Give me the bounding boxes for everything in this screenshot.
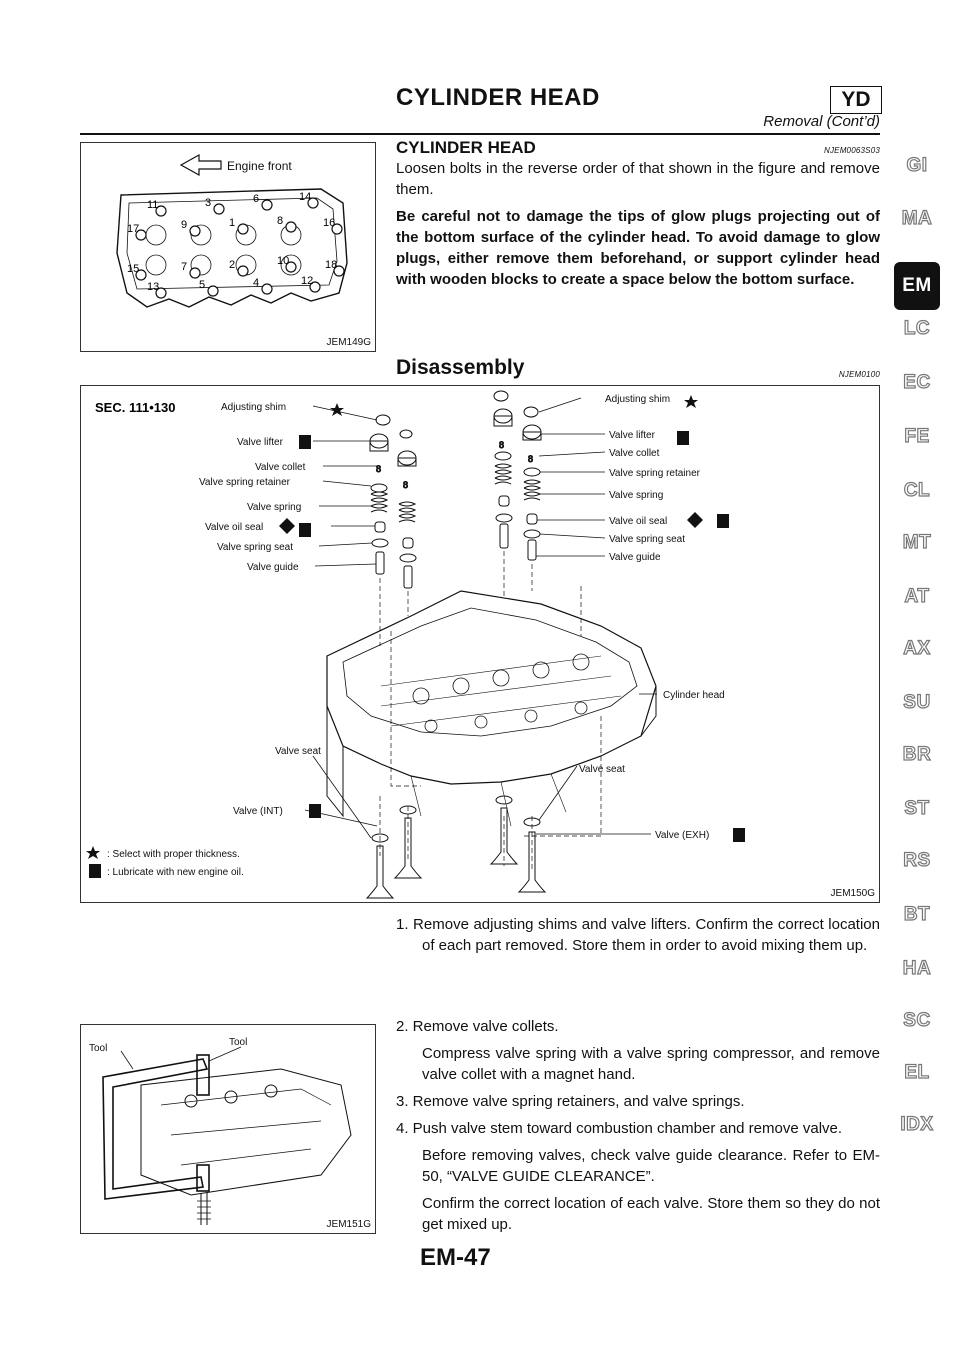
side-tab-em[interactable]: EM	[894, 262, 940, 310]
bolt-number: 15	[127, 263, 140, 275]
label-valve-oil-seal-right: Valve oil seal	[609, 516, 668, 527]
seal-diamond-icon	[279, 518, 295, 534]
bolt-number: 7	[181, 261, 188, 273]
oil-can-icon	[309, 804, 321, 818]
bolt-number: 12	[301, 275, 314, 287]
label-valve-collet-right: Valve collet	[609, 448, 660, 459]
label-cylinder-head: Cylinder head	[663, 690, 725, 701]
bolt-number: 5	[199, 279, 206, 291]
bolt-number: 14	[299, 191, 312, 203]
bolt-number: 1	[229, 217, 236, 229]
bolt-number: 9	[181, 219, 188, 231]
oil-can-icon	[89, 864, 101, 878]
side-tab-rs[interactable]: RS	[903, 850, 931, 871]
bolt-marker	[190, 268, 200, 278]
label-valve-lifter-left: Valve lifter	[237, 437, 283, 448]
bolt-number: 18	[325, 259, 338, 271]
model-badge: YD	[830, 86, 882, 114]
step-4-detail-2: Confirm the correct location of each valve. Store them so they do not get mixed up.	[422, 1195, 880, 1233]
side-tab-ma[interactable]: MA	[901, 208, 933, 229]
bolt-number: 10	[277, 255, 290, 267]
figure-caption: JEM149G	[326, 337, 371, 348]
side-tab-lc[interactable]: LC	[903, 318, 931, 339]
label-adjusting-shim-right: Adjusting shim	[605, 394, 671, 405]
side-tab-st[interactable]: ST	[904, 798, 930, 819]
svg-text:8: 8	[403, 480, 409, 490]
side-tab-su[interactable]: SU	[903, 692, 931, 713]
step-4-text: 4. Push valve stem toward combustion chamber and remove valve.	[396, 1120, 843, 1137]
engine-front-label: Engine front	[227, 159, 292, 173]
side-tab-el[interactable]: EL	[904, 1062, 930, 1083]
figure-bolt-order	[80, 142, 376, 352]
side-tab-ha[interactable]: HA	[902, 958, 932, 979]
side-tab-ec[interactable]: EC	[903, 372, 931, 393]
side-tab-fe[interactable]: FE	[904, 426, 930, 447]
side-tab-idx[interactable]: IDX	[900, 1114, 934, 1135]
label-valve-spring-seat-left: Valve spring seat	[217, 542, 293, 553]
tool-label-2: Tool	[89, 1043, 108, 1054]
caution-text: Be careful not to damage the tips of glow plugs projecting out of the bottom surface of the cylinder head. To avoid damage to glow plugs, either remove them beforehand, or support cylinder head with wooden blocks to create a space below the bottom surface.	[396, 208, 880, 288]
section-title: Disassembly	[396, 356, 525, 379]
label-valve-collet-left: Valve collet	[255, 462, 306, 473]
bolt-marker	[262, 284, 272, 294]
bolt-number: 2	[229, 259, 236, 271]
legend-oil-text: : Lubricate with new engine oil.	[107, 867, 244, 878]
bolt-marker	[238, 224, 248, 234]
legend-star-text: : Select with proper thickness.	[107, 849, 240, 860]
svg-text:8: 8	[499, 440, 505, 450]
bolt-number: 16	[323, 217, 336, 229]
page-number: EM-47	[420, 1244, 491, 1271]
side-tab-br[interactable]: BR	[902, 744, 932, 765]
tool-label-1: Tool	[229, 1037, 248, 1048]
star-icon	[330, 403, 344, 416]
steps-2-4	[396, 1016, 880, 1235]
label-valve-guide-right: Valve guide	[609, 552, 661, 563]
bolt-marker	[238, 266, 248, 276]
label-valve-seat-right: Valve seat	[579, 764, 625, 775]
label-valve-lifter-right: Valve lifter	[609, 430, 655, 441]
side-tab-mt[interactable]: MT	[902, 532, 932, 553]
step-text: 1. Remove adjusting shims and valve lifters. Confirm the correct location of each part removed. Store them in order to avoid mixing them up.	[396, 916, 880, 954]
label-valve-spring-right: Valve spring	[609, 490, 664, 501]
section-ref: NJEM0100	[838, 370, 880, 379]
page-header-title: CYLINDER HEAD	[396, 84, 600, 111]
exploded-view-diagram	[81, 386, 879, 902]
label-valve-guide-left: Valve guide	[247, 562, 299, 573]
side-tab-sc[interactable]: SC	[903, 1010, 931, 1031]
oil-can-icon	[733, 828, 745, 842]
side-tab-bt[interactable]: BT	[903, 904, 931, 925]
sec-number: SEC. 111•130	[95, 400, 176, 415]
label-valve-int: Valve (INT)	[233, 806, 283, 817]
label-valve-spring-seat-right: Valve spring seat	[609, 534, 685, 545]
oil-can-icon	[677, 431, 689, 445]
oil-can-icon	[717, 514, 729, 528]
section-ref: NJEM0063S03	[823, 146, 880, 155]
section-text: Loosen bolts in the reverse order of that shown in the figure and remove them.	[396, 160, 880, 198]
side-tab-gi[interactable]: GI	[906, 155, 928, 176]
bolt-marker	[208, 286, 218, 296]
figure-caption: JEM151G	[326, 1219, 371, 1230]
bolt-number: 6	[253, 193, 260, 205]
bolt-number: 8	[277, 215, 284, 227]
section-title: CYLINDER HEAD	[396, 138, 536, 157]
side-tab-cl[interactable]: CL	[903, 480, 931, 501]
bolt-number: 11	[147, 199, 159, 211]
label-valve-spring-retainer-left: Valve spring retainer	[199, 477, 290, 488]
bolt-marker	[190, 226, 200, 236]
spring-compressor-diagram	[81, 1025, 375, 1233]
bolt-number: 4	[253, 277, 260, 289]
bolt-marker	[214, 204, 224, 214]
label-valve-spring-left: Valve spring	[247, 502, 302, 513]
label-valve-seat-left: Valve seat	[275, 746, 321, 757]
step-2-detail: Compress valve spring with a valve spring compressor, and remove valve collet with a magnet hand.	[422, 1045, 880, 1083]
step-4-detail-1: Before removing valves, check valve guide clearance. Refer to EM-50, “VALVE GUIDE CLEARANCE”.	[422, 1147, 880, 1185]
label-valve-oil-seal-left: Valve oil seal	[205, 522, 264, 533]
svg-text:8: 8	[528, 454, 534, 464]
step-2-text: 2. Remove valve collets.	[396, 1018, 559, 1035]
step-3-text: 3. Remove valve spring retainers, and valve springs.	[396, 1093, 745, 1110]
seal-diamond-icon	[687, 512, 703, 528]
side-tab-at[interactable]: AT	[904, 586, 930, 607]
bolt-number: 17	[127, 223, 140, 235]
figure-exploded-view	[80, 385, 880, 903]
figure-caption: JEM150G	[830, 888, 875, 899]
bolt-marker	[286, 222, 296, 232]
cylinder-head-section	[396, 138, 880, 290]
star-icon	[86, 846, 100, 859]
oil-can-icon	[299, 523, 311, 537]
step-1	[396, 914, 880, 956]
label-adjusting-shim-left: Adjusting shim	[221, 402, 287, 413]
figure-spring-compressor	[80, 1024, 376, 1234]
oil-can-icon	[299, 435, 311, 449]
star-icon	[684, 395, 698, 408]
bolt-number: 3	[205, 197, 212, 209]
header-rule	[80, 133, 880, 135]
page-header-subtitle: Removal (Cont’d)	[763, 113, 880, 130]
label-valve-spring-retainer-right: Valve spring retainer	[609, 468, 700, 479]
bolt-order-diagram	[81, 143, 375, 351]
bolt-number: 13	[147, 281, 160, 293]
svg-text:8: 8	[376, 464, 382, 474]
bolt-marker	[262, 200, 272, 210]
disassembly-heading	[396, 356, 880, 382]
side-tab-ax[interactable]: AX	[903, 638, 931, 659]
label-valve-exh: Valve (EXH)	[655, 830, 710, 841]
